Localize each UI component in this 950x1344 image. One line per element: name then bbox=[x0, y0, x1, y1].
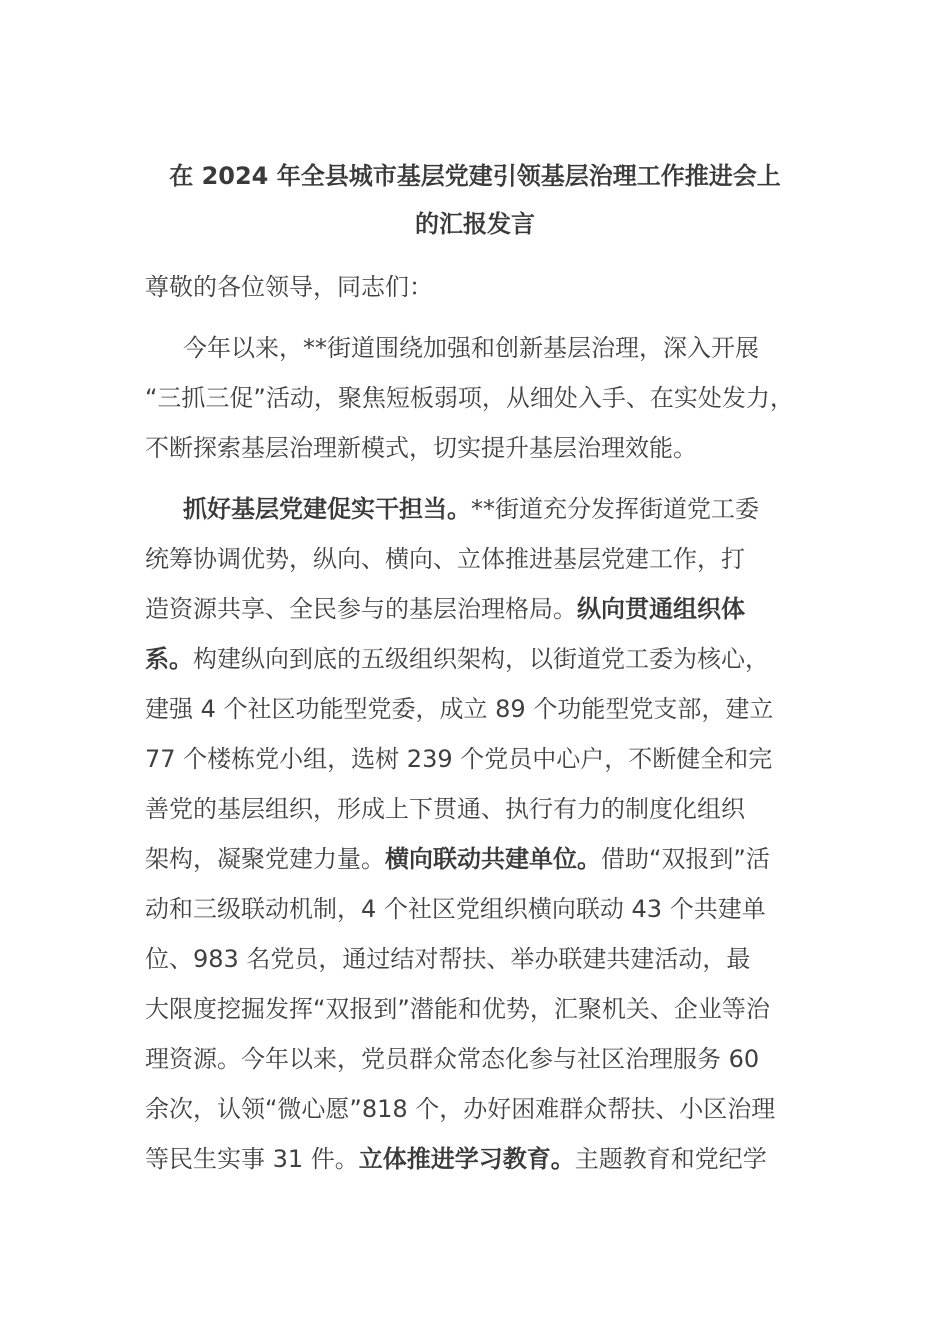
paragraph-text: 借助“双报到”活 bbox=[601, 845, 770, 873]
paragraph-line: 不断探索基层治理新模式，切实提升基层治理效能。 bbox=[145, 434, 697, 462]
paragraph-line bbox=[145, 484, 835, 534]
paragraph-text: 造资源共享、全民参与的基层治理格局。 bbox=[145, 595, 577, 623]
salutation bbox=[145, 262, 835, 312]
paragraph-text: 架构，凝聚党建力量。 bbox=[145, 845, 385, 873]
paragraph-text: 构建纵向到底的五级组织架构，以街道党工委为核心， bbox=[193, 645, 769, 673]
paragraph-line: 善党的基层组织，形成上下贯通、执行有力的制度化组织 bbox=[145, 795, 745, 823]
paragraph-line bbox=[145, 634, 835, 684]
paragraph-line: 理资源。今年以来，党员群众常态化参与社区治理服务 60 bbox=[145, 1045, 760, 1073]
paragraph-line: 动和三级联动机制，4 个社区党组织横向联动 43 个共建单 bbox=[145, 895, 766, 923]
paragraph-line: 77 个楼栋党小组，选树 239 个党员中心户，不断健全和完 bbox=[145, 745, 773, 773]
paragraph-line: 今年以来，**街道围绕加强和创新基层治理，深入开展 bbox=[183, 334, 759, 362]
subsection-heading: 纵向贯通组织体 bbox=[577, 595, 745, 623]
subsection-heading: 横向联动共建单位。 bbox=[385, 845, 601, 873]
subsection-heading: 立体推进学习教育。 bbox=[358, 1145, 575, 1173]
title-line-2: 的汇报发言 bbox=[415, 210, 535, 238]
paragraph-line: 建强 4 个社区功能型党委，成立 89 个功能型党支部，建立 bbox=[145, 695, 774, 723]
paragraph-text: 等民生实事 31 件。 bbox=[145, 1145, 359, 1173]
subsection-heading: 系。 bbox=[145, 645, 193, 673]
section-heading: 抓好基层党建促实干担当。 bbox=[183, 495, 471, 523]
paragraph-line bbox=[145, 1134, 835, 1184]
paragraph-text: **街道充分发挥街道党工委 bbox=[471, 495, 759, 523]
paragraph-line: 大限度挖掘发挥“双报到”潜能和优势，汇聚机关、企业等治 bbox=[145, 995, 770, 1023]
paragraph-line: 统筹协调优势，纵向、横向、立体推进基层党建工作，打 bbox=[145, 545, 745, 573]
salutation-text: 尊敬的各位领导，同志们： bbox=[145, 273, 433, 301]
paragraph-text: 主题教育和党纪学 bbox=[574, 1145, 767, 1173]
paragraph-intro bbox=[145, 323, 835, 473]
paragraph-line: “三抓三促”活动，聚焦短板弱项，从细处入手、在实处发力， bbox=[145, 384, 794, 412]
document-title bbox=[145, 152, 805, 248]
paragraph-line bbox=[145, 584, 835, 634]
paragraph-line: 位、983 名党员，通过结对帮扶、举办联建共建活动，最 bbox=[145, 945, 751, 973]
paragraph-line bbox=[145, 834, 835, 884]
paragraph-party-building bbox=[145, 484, 835, 1184]
paragraph-line: 余次，认领“微心愿”818 个，办好困难群众帮扶、小区治理 bbox=[145, 1095, 776, 1123]
title-line-1: 在 2024 年全县城市基层党建引领基层治理工作推进会上 bbox=[169, 162, 781, 190]
